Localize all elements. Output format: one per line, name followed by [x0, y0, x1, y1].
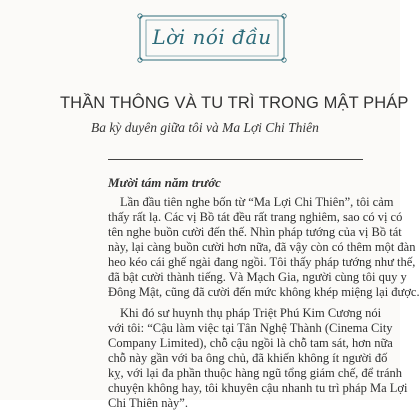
text-line: Đông Mật, cũng đã cười đến mức không khép miệng lại được. — [108, 285, 420, 299]
text-line: Lần đầu tiên nghe bốn từ “Ma Lợi Chi Thiên”, tôi cảm — [120, 195, 394, 209]
preface-heading-text: Lời nói đầu — [152, 25, 272, 49]
paragraph-2 — [108, 306, 408, 411]
text-line: đã bật cười thành tiếng. Và Mạch Gia, người cùng tôi quy y — [108, 270, 407, 284]
text-line: Khi đó sư huynh thụ pháp Triệt Phú Kim Cương nói — [120, 306, 382, 320]
text-line: heo kéo cái ghế ngài đang ngồi. Tôi thấy pháp tướng như thế, — [108, 255, 416, 269]
paragraph-1 — [108, 195, 420, 300]
text-line: chuyện không hay, tôi khuyên cậu nhanh tu trì pháp Ma Lợi — [108, 381, 408, 395]
text-line: tên nghe buồn cười đến thế. Nhìn pháp tướng của vị Bồ tát — [108, 225, 402, 239]
preface-heading — [137, 12, 287, 64]
body-text — [108, 195, 420, 411]
text-line: này, lại càng buồn cười hơn nữa, đã vậy còn có thêm một đàn — [108, 240, 416, 254]
text-line: kỵ, với lại đa phần thuộc hàng ngũ tổng giám chế, để tránh — [108, 366, 403, 380]
text-line: với tôi: “Cậu làm việc tại Tân Nghệ Thành (Cinema City — [108, 321, 393, 335]
chapter-subtitle: Ba kỳ duyên giữa tôi và Ma Lợi Chi Thiên — [91, 120, 319, 135]
section-heading: Mười tám năm trước — [108, 175, 221, 190]
text-line: Company Limited), chỗ cậu ngồi là chỗ tam sát, hơn nữa — [108, 336, 393, 350]
chapter-title: THẦN THÔNG VÀ TU TRÌ TRONG MẬT PHÁP — [60, 94, 409, 112]
divider-rule — [108, 159, 363, 160]
text-line: thấy rất lạ. Các vị Bồ tát đều rất trang nghiêm, sao có vị có — [108, 210, 403, 224]
text-line: Chi Thiên này”. — [108, 396, 188, 410]
text-line: chỗ này gần với ba ông chủ, đã khiến không ít người đố — [108, 351, 388, 365]
